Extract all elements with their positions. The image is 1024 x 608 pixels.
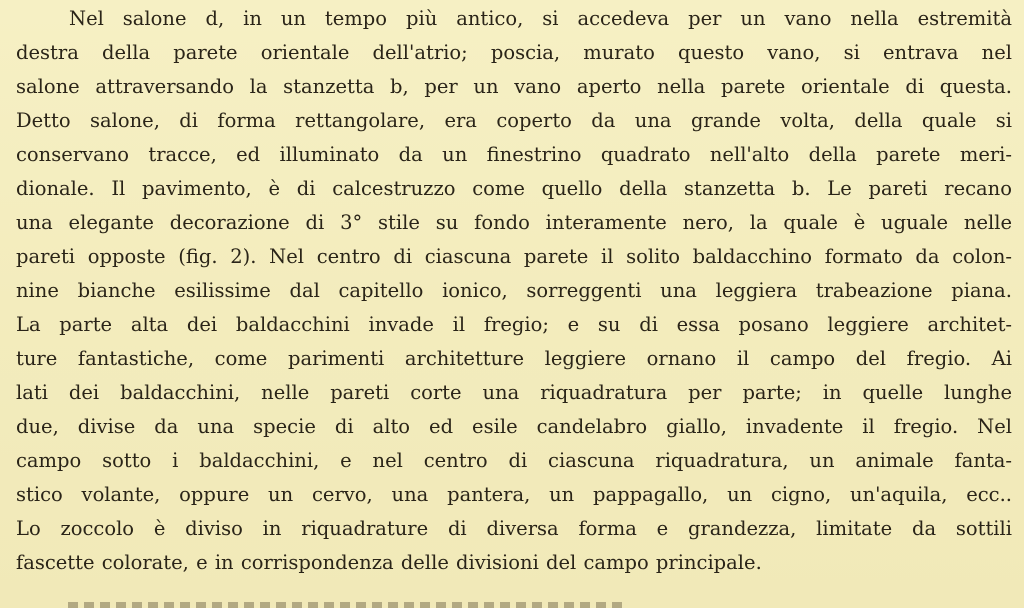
cropped-next-line xyxy=(68,600,628,608)
text-line-14: campo sotto i baldacchini, e nel centro di ciascuna riquadratura, un animale fanta- xyxy=(16,449,1012,472)
text-line-7: una elegante decorazione di 3° stile su fondo interamente nero, la quale è uguale nelle xyxy=(16,211,1012,234)
text-line-17: fascette colorate, e in corrispondenza delle divisioni del campo principale. xyxy=(16,551,762,574)
text-line-12: lati dei baldacchini, nelle pareti corte una riquadratura per parte; in quelle lunghe xyxy=(16,381,1012,404)
text-line-15: stico volante, oppure un cervo, una pantera, un pappagallo, un cigno, un'aquila, ecc.. xyxy=(16,483,1012,506)
text-line-13: due, divise da una specie di alto ed esile candelabro giallo, invadente il fregio. Nel xyxy=(16,415,1012,438)
text-line-6: dionale. Il pavimento, è di calcestruzzo come quello della stanzetta b. Le pareti recano xyxy=(16,177,1012,200)
text-line-11: ture fantastiche, come parimenti architetture leggiere ornano il campo del fregio. Ai xyxy=(16,347,1012,370)
text-line-1: Nel salone d, in un tempo più antico, si accedeva per un vano nella estremità xyxy=(69,7,1012,30)
text-line-3: salone attraversando la stanzetta b, per un vano aperto nella parete orientale di questa. xyxy=(16,75,1012,98)
text-line-4: Detto salone, di forma rettangolare, era coperto da una grande volta, della quale si xyxy=(16,109,1012,132)
text-line-9: nine bianche esilissime dal capitello ionico, sorreggenti una leggiera trabeazione piana. xyxy=(16,279,1012,302)
text-line-8: pareti opposte (fig. 2). Nel centro di ciascuna parete il solito baldacchino formato da colon- xyxy=(16,245,1012,268)
text-line-16: Lo zoccolo è diviso in riquadrature di diversa forma e grandezza, limitate da sottili xyxy=(16,517,1012,540)
text-line-10: La parte alta dei baldacchini invade il fregio; e su di essa posano leggiere architet- xyxy=(16,313,1012,336)
text-line-5: conservano tracce, ed illuminato da un finestrino quadrato nell'alto della parete meri- xyxy=(16,143,1012,166)
text-line-2: destra della parete orientale dell'atrio; poscia, murato questo vano, si entrava nel xyxy=(16,41,1012,64)
